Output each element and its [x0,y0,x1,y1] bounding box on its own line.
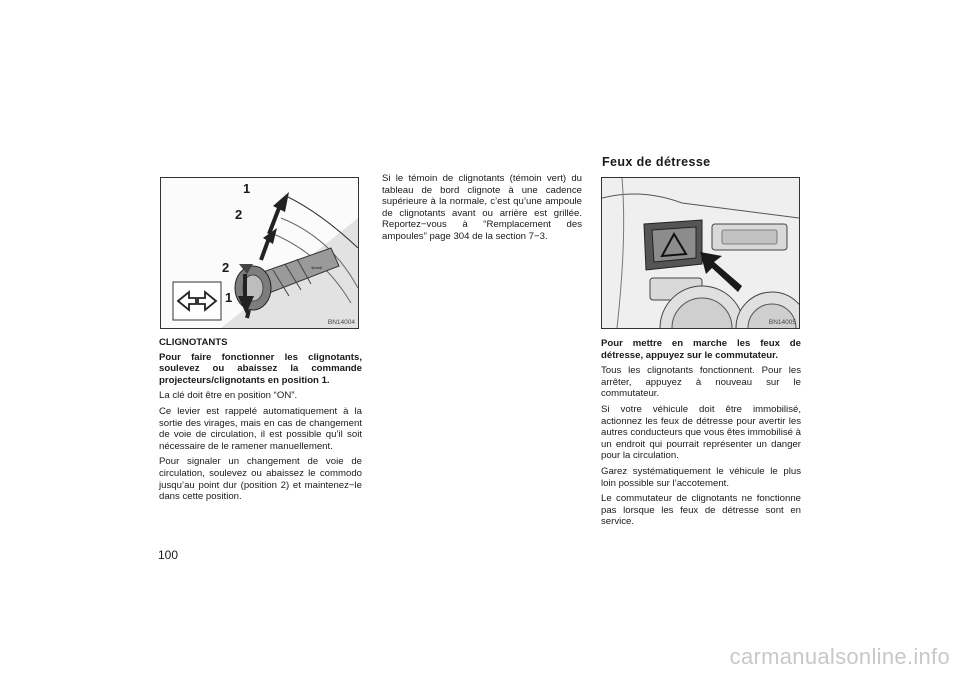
paragraph: Ce levier est rappelé automatiquement à la sortie des virages, mais en cas de changement de voie de circulation, il est possible qu’il soit nécessaire de le ramener manuellement. [159,405,362,452]
watermark: carmanualsonline.info [729,644,950,669]
paragraph: La clé doit être en position “ON”. [159,390,298,402]
turn-signal-figure [160,177,359,329]
svg-text:⇦⇨: ⇦⇨ [311,264,323,272]
hazard-switch-illustration [602,178,799,328]
paragraph: Le commutateur de clignotants ne fonctionne pas lorsque les feux de détresse sont en service. [601,493,801,528]
paragraph: Si votre véhicule doit être immobilisé, actionnez les feux de détresse pour avertir les autres conducteurs que vous êtes immobilisé à un endroit qui pourrait représenter un danger pour la circulation. [601,403,801,462]
paragraph: Tous les clignotants fonctionnent. Pour les arrêter, appuyez à nouveau sur le commutateur. [601,365,801,400]
section-heading: Feux de détresse [602,155,711,169]
middle-column [382,173,582,247]
bold-instruction: Pour mettre en marche les feux de détresse, appuyez sur le commutateur. [601,338,801,361]
fig-label-1-bottom: 1 [225,290,233,305]
fig-label-2-top: 2 [235,207,243,222]
figure-code: BN14005 [768,319,796,326]
turn-signal-lever-illustration [161,178,358,328]
hazard-switch-figure [601,177,800,329]
paragraph: Garez systématiquement le véhicule le plus loin possible sur l’accotement. [601,465,801,489]
paragraph: Pour signaler un changement de voie de circulation, soulevez ou abaissez le commodo jusqu’au point dur (position 2) et maintenez−le dans cette position. [159,456,362,503]
fig-label-1-top: 1 [243,181,251,196]
fig-label-2-bottom: 2 [222,260,230,275]
right-column [601,338,801,532]
figure-code: BN14004 [327,319,355,326]
section-title: CLIGNOTANTS [159,337,228,348]
paragraph: Si le témoin de clignotants (témoin vert) du tableau de bord clignote à une cadence supérieure à la normale, c’est qu’une ampoule de clignotants avant ou arrière est grillée. Reportez−vous à “Remplacement des ampoules” page 304 de la section 7−3. [382,173,582,242]
left-column [159,337,362,507]
bold-instruction: Pour faire fonctionner les clignotants, soulevez ou abaissez la commande projecteurs/clignotants en position 1. [159,351,362,386]
page-number: 100 [158,548,179,562]
